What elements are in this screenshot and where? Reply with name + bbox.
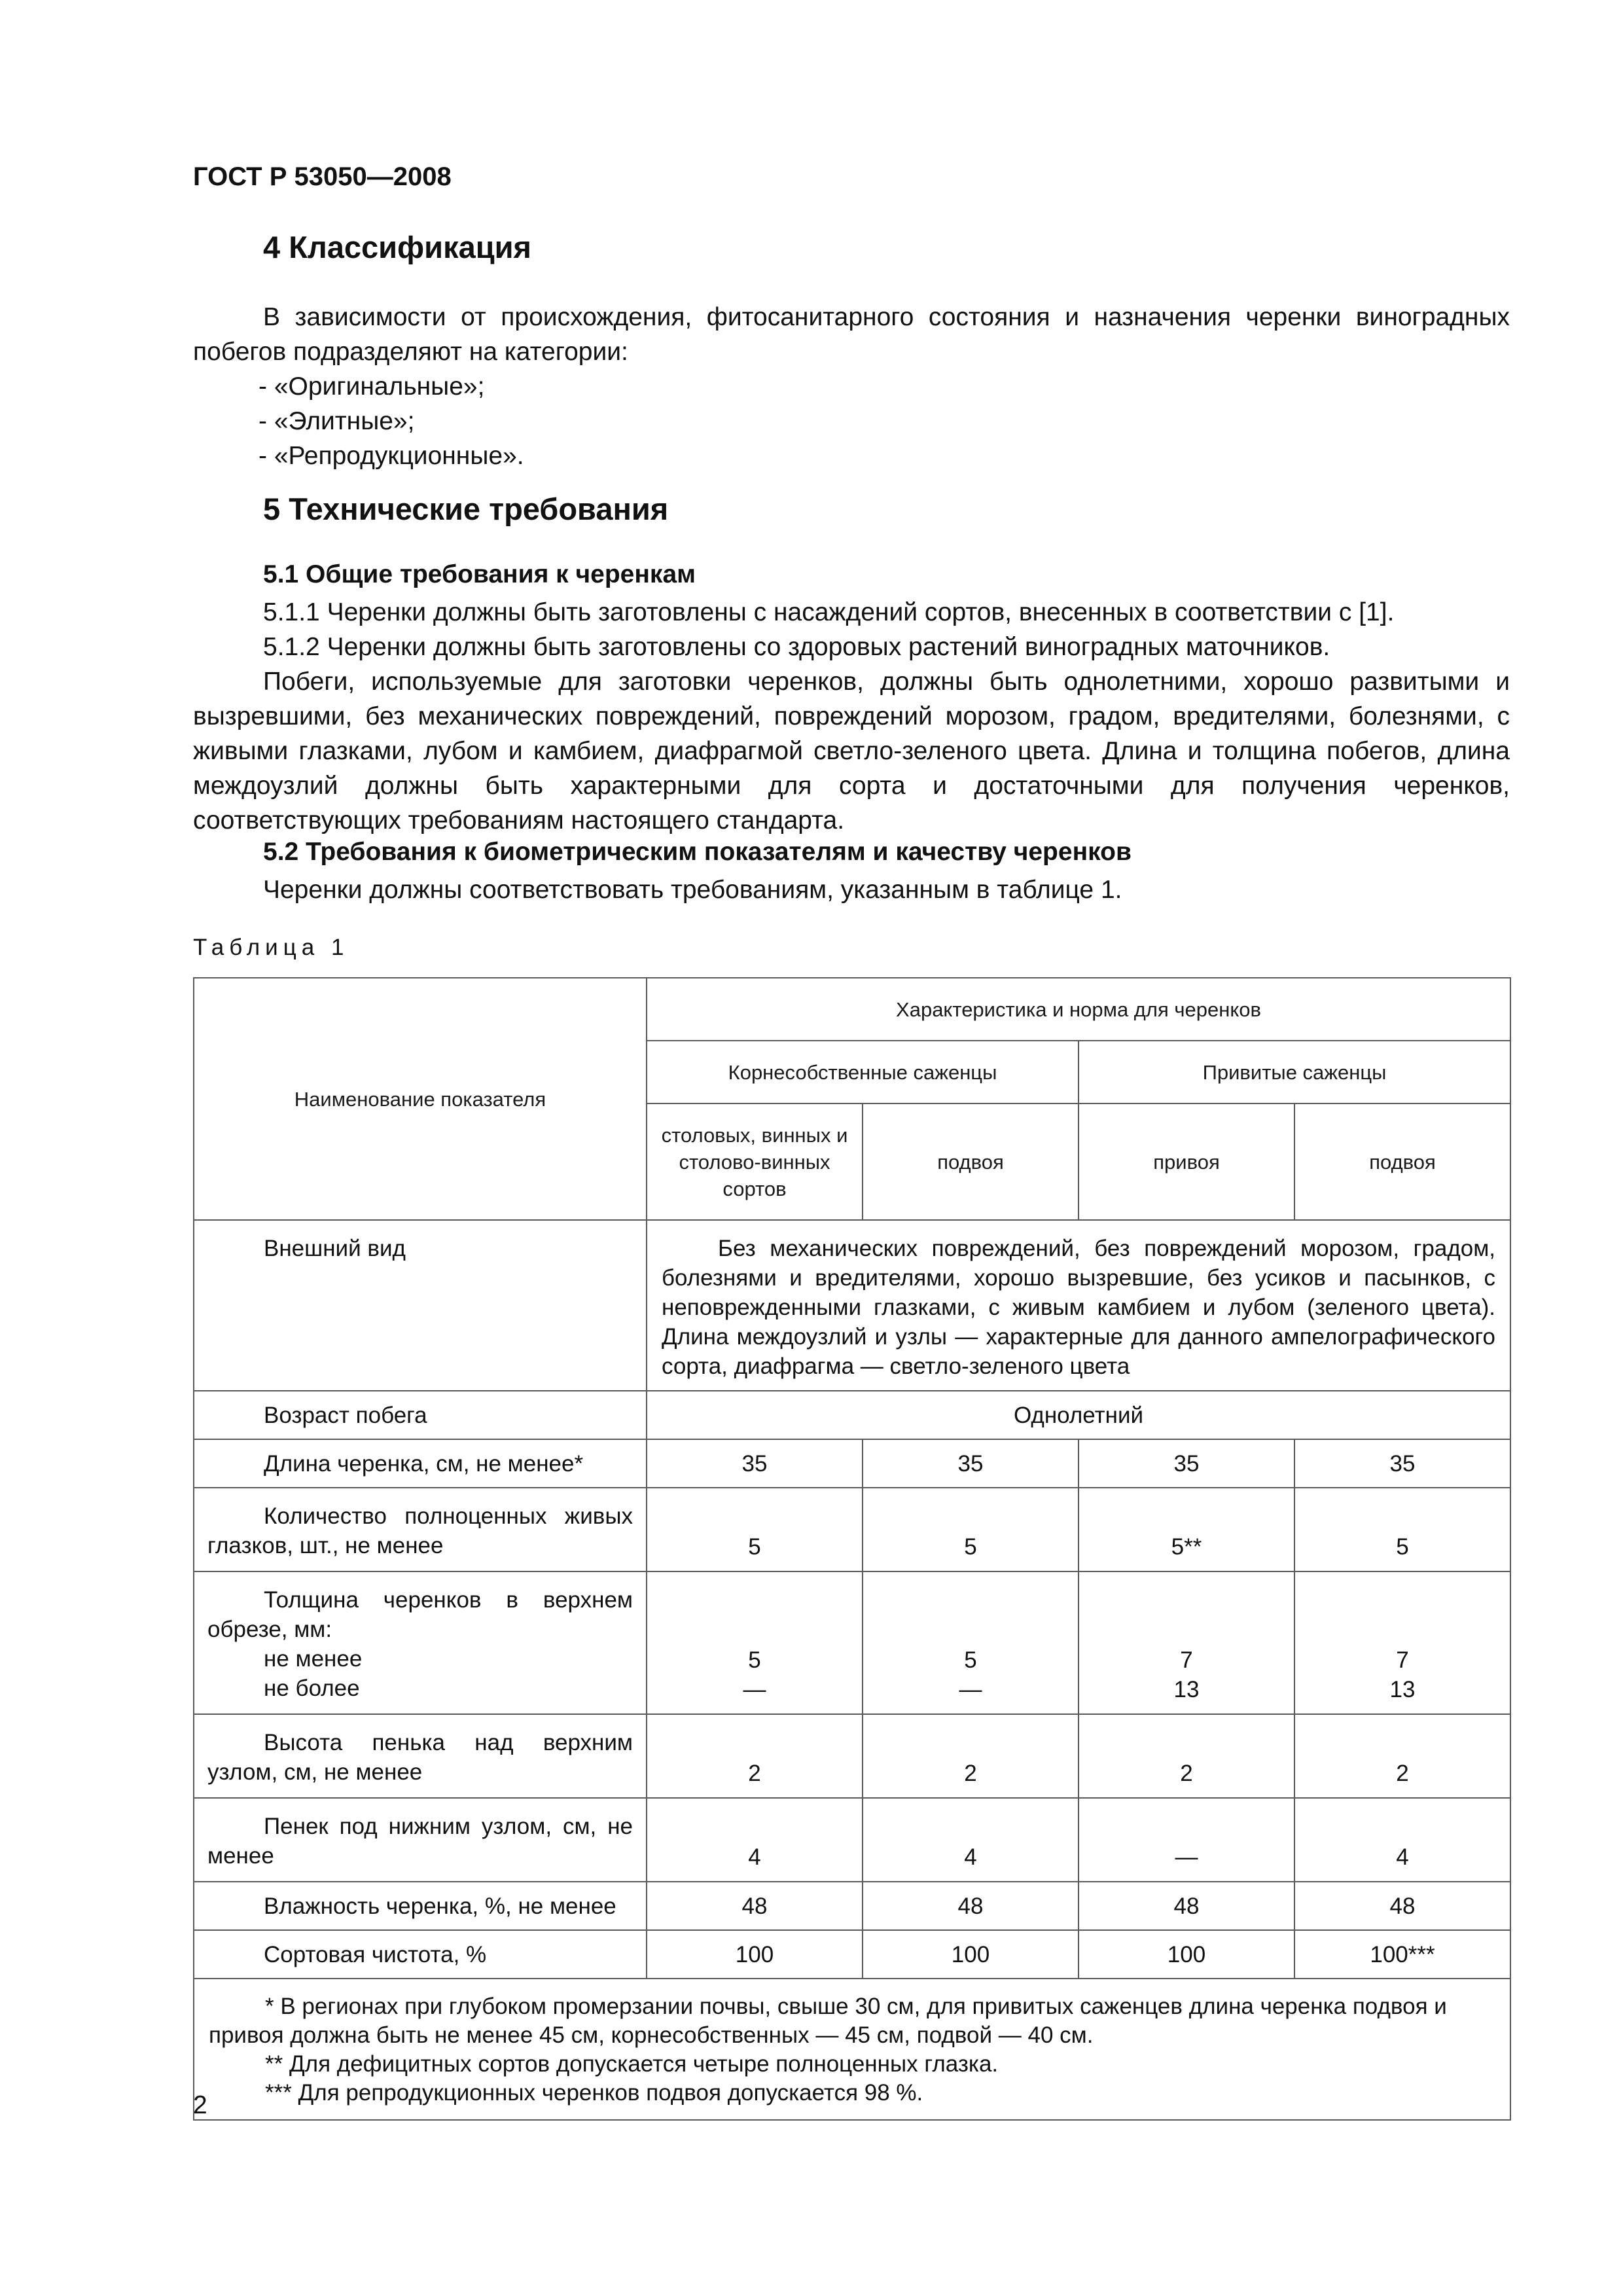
table-row (194, 1930, 1510, 1979)
note-3: *** Для репродукционных черенков подвоя допускается 98 %. (265, 2080, 923, 2106)
table-row (194, 1488, 1510, 1571)
section-4-body (193, 300, 1510, 369)
row-label-stump-top: Высота пенька над верхним узлом, см, не менее (194, 1714, 647, 1798)
table-row (194, 1391, 1510, 1439)
cell-value: 2 (1294, 1714, 1510, 1798)
cell-value: 2 (647, 1714, 863, 1798)
section-5-2-heading: 5.2 Требования к биометрическим показателям и качеству черенков (263, 838, 1132, 866)
cell-value: — (1079, 1798, 1294, 1882)
cell-value: 35 (1079, 1439, 1294, 1488)
appearance-description: Без механических повреждений, без повреждений морозом, градом, болезнями и вредителями, хорошо вызревшие, без усиков и пасынков, с неповрежденными глазками, с живым камбием и лубом (зеленого цвета). Длина междоузлий и узлы — характерные для данного ампелографического сорта, диафрагма — светло-зеленого цвета (647, 1220, 1510, 1391)
cell-value: 35 (647, 1439, 863, 1488)
cell-value: 5 (1294, 1488, 1510, 1571)
cell-value: 4 (1294, 1798, 1510, 1882)
cell-value: 2 (1079, 1714, 1294, 1798)
table-row (194, 1220, 1510, 1391)
header-col-rootstock-own: подвоя (863, 1103, 1079, 1220)
row-label-stump-bottom: Пенек под нижним узлом, см, не менее (194, 1798, 647, 1882)
table-notes (194, 1979, 1510, 2120)
cell-value: 7 13 (1294, 1571, 1510, 1714)
cell-value: 100 (647, 1930, 863, 1979)
cell-value: 35 (863, 1439, 1079, 1488)
note-2: ** Для дефицитных сортов допускается четыре полноценных глазка. (265, 2051, 999, 2077)
cell-value: 48 (1079, 1882, 1294, 1930)
document-code: ГОСТ Р 53050—2008 (193, 162, 452, 191)
cell-value: 100 (1079, 1930, 1294, 1979)
cell-value: 48 (647, 1882, 863, 1930)
header-col-rootstock-grafted: подвоя (1294, 1103, 1510, 1220)
cell-value: 5** (1079, 1488, 1294, 1571)
header-grafted: Привитые саженцы (1079, 1041, 1510, 1103)
cell-value: 5 (863, 1488, 1079, 1571)
header-col-table-wine: столовых, винных и столово-винных сортов (647, 1103, 863, 1220)
header-own-rooted: Корнесобственные саженцы (647, 1041, 1079, 1103)
clause-5-1-1: 5.1.1 Черенки должны быть заготовлены с насаждений сортов, внесенных в соответствии с [1]. (263, 598, 1395, 626)
section-4-heading: 4 Классификация (263, 230, 531, 264)
row-label-appearance: Внешний вид (194, 1220, 647, 1391)
cell-value: 4 (647, 1798, 863, 1882)
table-row (194, 1882, 1510, 1930)
row-label-shoot-age: Возраст побега (194, 1391, 647, 1439)
cell-value: 48 (1294, 1882, 1510, 1930)
row-label-moisture: Влажность черенка, %, не менее (194, 1882, 647, 1930)
section-5-2-text: Черенки должны соответствовать требованиям, указанным в таблице 1. (263, 876, 1122, 904)
note-1: * В регионах при глубоком промерзании почвы, свыше 30 см, для привитых саженцев длина черенка подвоя и привоя должна быть не менее 45 см, корнесобственных — 45 см, подвой — 40 см. (209, 1994, 1447, 2048)
cell-value: 7 13 (1079, 1571, 1294, 1714)
header-col-scion: привоя (1079, 1103, 1294, 1220)
header-characteristic: Характеристика и норма для черенков (647, 978, 1510, 1041)
table-row (194, 1798, 1510, 1882)
table-notes-row (194, 1979, 1510, 2120)
cell-value: 100*** (1294, 1930, 1510, 1979)
clause-5-1-2: 5.1.2 Черенки должны быть заготовлены со здоровых растений виноградных маточников. (263, 633, 1330, 661)
cell-value: 5 — (647, 1571, 863, 1714)
section-5-1-body (193, 595, 1510, 838)
thickness-max-label: не более (264, 1676, 360, 1701)
table-row (194, 1439, 1510, 1488)
row-label-thickness: Толщина черенков в верхнем обрезе, мм: не менее не более (194, 1571, 647, 1714)
shoots-paragraph: Побеги, используемые для заготовки черенков, должны быть однолетними, хорошо развитыми и вызревшими, без механических повреждений, повреждений морозом, градом, вредителями, болезнями, с живыми глазками, лубом и камбием, диафрагмой светло-зеленого цвета. Длина и толщина побегов, длина междоузлий должны быть характерными для сорта и достаточными для получения черенков, соответствующих требованиям настоящего стандарта. (193, 668, 1510, 834)
cell-value: 4 (863, 1798, 1079, 1882)
section-5-heading: 5 Технические требования (263, 492, 669, 526)
cell-value: 5 (647, 1488, 863, 1571)
cell-value: 5 — (863, 1571, 1079, 1714)
page-number: 2 (193, 2091, 207, 2119)
row-label-cutting-length: Длина черенка, см, не менее* (194, 1439, 647, 1488)
section-5-1-heading: 5.1 Общие требования к черенкам (263, 560, 696, 588)
section-4-intro: В зависимости от происхождения, фитосанитарного состояния и назначения черенки виноградных побегов подразделяют на категории: (193, 303, 1510, 366)
thickness-min-label: не менее (264, 1646, 363, 1672)
category-item-original: - «Оригинальные»; (259, 372, 485, 401)
table-row (194, 1571, 1510, 1714)
cell-value: 2 (863, 1714, 1079, 1798)
cell-value: 100 (863, 1930, 1079, 1979)
table-row (194, 1714, 1510, 1798)
header-indicator-name: Наименование показателя (194, 978, 647, 1220)
requirements-table (193, 977, 1511, 2121)
table-caption: Таблица 1 (193, 935, 349, 960)
row-label-bud-count: Количество полноценных живых глазков, шт., не менее (194, 1488, 647, 1571)
category-item-reproduction: - «Репродукционные». (259, 442, 524, 470)
category-item-elite: - «Элитные»; (259, 407, 415, 435)
cell-value: 48 (863, 1882, 1079, 1930)
cell-value: 35 (1294, 1439, 1510, 1488)
shoot-age-value: Однолетний (647, 1391, 1510, 1439)
row-label-varietal-purity: Сортовая чистота, % (194, 1930, 647, 1979)
